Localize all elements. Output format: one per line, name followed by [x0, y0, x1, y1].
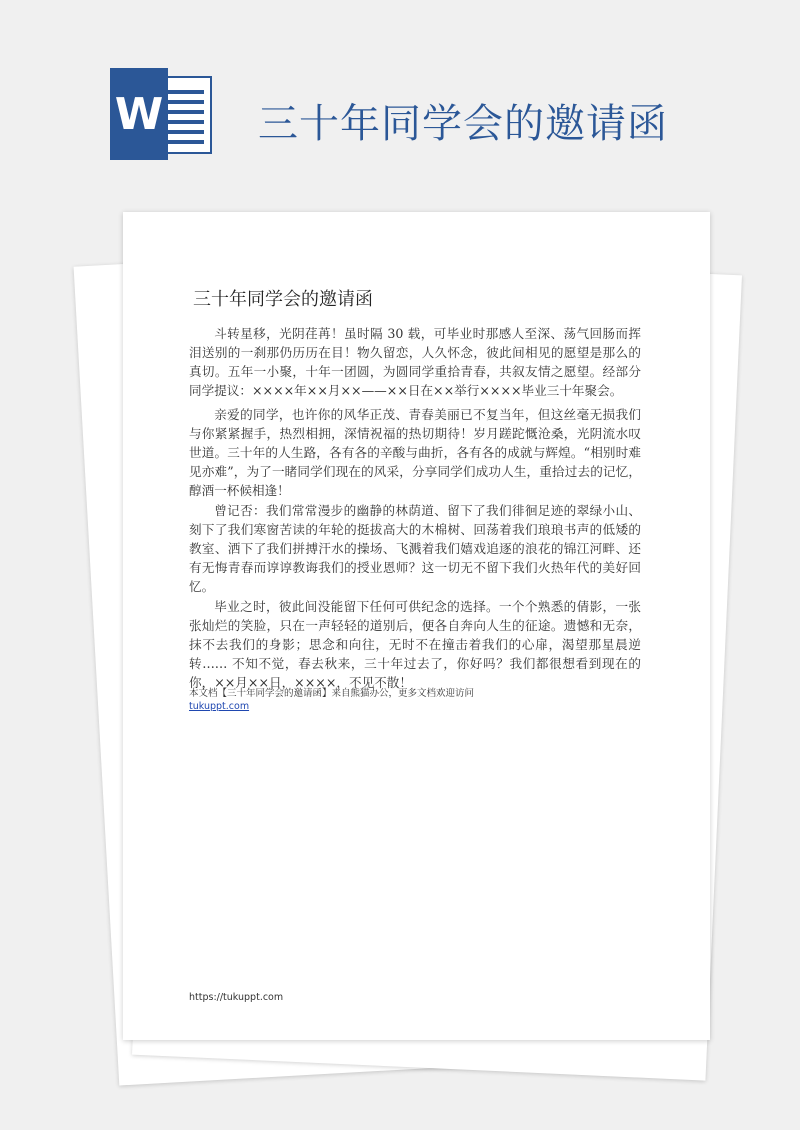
paragraph-1: 斗转星移，光阴荏苒！虽时隔 30 载，可毕业时那感人至深、荡气回肠而挥泪送别的一刹那仍历历在目！物久留恋，人久怀念，彼此间相见的愿望是那么的真切。五年一小聚，十年一团圆，为圆同学重拾青春，共叙友情之愿望。经部分同学提议：××××年××月××——××日在××举行××××毕业三十年聚会。 [189, 326, 641, 398]
header [0, 0, 800, 200]
paragraph-3: 曾记否：我们常常漫步的幽静的林荫道、留下了我们徘徊足迹的翠绿小山、刻下了我们寒窗苦读的年轮的挺拔高大的木棉树、回荡着我们琅琅书声的低矮的教室、洒下了我们拼搏汗水的操场、飞溅着我们嬉戏追逐的浪花的锦江河畔、还有无悔青春而谆谆教诲我们的授业恩师？这一切无不留下我们火热年代的美好回忆。 [189, 503, 641, 594]
paragraph-4: 毕业之时，彼此间没能留下任何可供纪念的选择。一个个熟悉的倩影，一张张灿烂的笑脸，只在一声轻轻的道别后，便各自奔向人生的征途。遗憾和无奈，抹不去我们的身影；思念和向往，无时不在撞击着我们的心扉，渴望那星晨逆转…… 不知不觉，春去秋来，三十年过去了，你好吗？我们都很想看到现在的你，××月××日，××××，不见不散！ [189, 599, 641, 690]
word-logo-letter: W [110, 68, 168, 160]
document-title: 三十年同学会的邀请函 [193, 289, 373, 310]
source-note: 本文档【三十年同学会的邀请函】来自熊猫办公，更多文档欢迎访问 [189, 688, 475, 699]
page-title: 三十年同学会的邀请函 [258, 101, 668, 147]
document-page [123, 212, 710, 1040]
word-icon [110, 68, 216, 160]
source-link[interactable]: tukuppt.com [189, 701, 250, 712]
footer-url: https://tukuppt.com [189, 992, 284, 1003]
paragraph-2: 亲爱的同学，也许你的风华正茂、青春美丽已不复当年，但这丝毫无损我们与你紧紧握手，热烈相拥，深情祝福的热切期待！岁月蹉跎慨沧桑，光阴流水叹世道。三十年的人生路，各有各的辛酸与曲折，各有各的成就与辉煌。“相别时难见亦难”，为了一睹同学们现在的风采，分享同学们成功人生，重拾过去的记忆，醇酒一杯候相逢！ [189, 407, 641, 498]
